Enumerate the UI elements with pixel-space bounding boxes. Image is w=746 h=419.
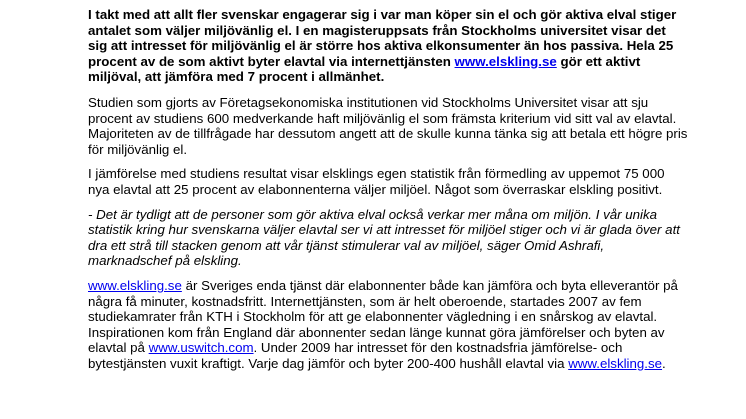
about-text-1: är Sveriges enda tjänst där elabonnenter både kan jämföra och byta elleverantör på några få minuter, kostnadsfritt. Internettjänsten, som är helt oberoende, startades 2007 av fem studiekamrater från KTH i Stockholm för att ge elabonnenter vägledning i en snårskog av elavtal. Inspirationen kom från England där abonnenter sedan länge kunnat göra jämförelser och byten av elavtal på bbox=[88, 277, 678, 356]
study-paragraph: Studien som gjorts av Företagsekonomiska institutionen vid Stockholms Universitet visar att sju procent av studiens 600 medverkande haft miljövänlig el som främsta kriterium vid sitt val av elavtal. Majoriteten av de tillfrågade har dessutom angett att de skulle kunna tänka sig att betala ett högre pris för miljövänlig el. bbox=[88, 94, 688, 157]
lead-text-before-link: I takt med att allt fler svenskar engagerar sig i var man köper sin el och gör aktiva elval stiger antalet som väljer miljövänlig el. I en magisteruppsats från Stockholms universitet visar det sig att intresset för miljövänlig el är större hos aktiva elkonsumenter än hos passiva. Hela 25 procent av de som aktivt byter elavtal via internettjänsten bbox=[88, 7, 677, 69]
marketing-chief-quote: - Det är tydligt att de personer som gör aktiva elval också verkar mer måna om miljön. I vår unika statistik kring hur svenskarna väljer elavtal ser vi att intresset för miljöel stiger och vi är glada över att dra ett strå till stacken genom att vår tjänst stimulerar val av miljöel, säger Omid Ashrafi, marknadschef på elskling. bbox=[88, 206, 680, 269]
about-text-3: . bbox=[662, 355, 666, 371]
elskling-link-end[interactable]: www.elskling.se bbox=[568, 355, 663, 371]
lead-text-after-link: gör ett aktivt miljöval, att jämföra med 7 procent i allmänhet. bbox=[88, 53, 641, 85]
lead-paragraph bbox=[88, 7, 688, 85]
elskling-link-about[interactable]: www.elskling.se bbox=[88, 277, 182, 293]
about-text-2: . Under 2009 har intresset för den kostnadsfria jämförelse- och bytestjänsten vuxit kraftigt. Varje dag jämför och byter 200-400 hushåll elavtal via bbox=[88, 340, 623, 371]
uswitch-link[interactable]: www.uswitch.com bbox=[148, 340, 254, 356]
press-release-document bbox=[88, 7, 688, 380]
elskling-link-lead[interactable]: www.elskling.se bbox=[454, 53, 557, 69]
statistics-paragraph: I jämförelse med studiens resultat visar elsklings egen statistik från förmedling av uppemot 75 000 nya elavtal att 25 procent av elabonnenterna väljer miljöel. Något som överraskar elskling positivt. bbox=[88, 166, 665, 197]
about-elskling-paragraph bbox=[88, 278, 688, 372]
